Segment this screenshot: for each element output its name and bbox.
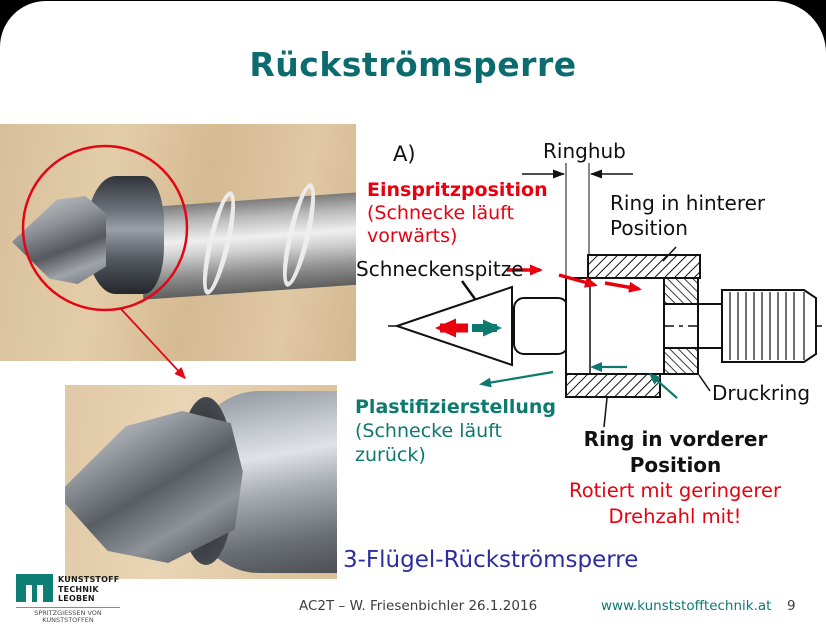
slide bbox=[0, 1, 826, 624]
screw-shaft bbox=[137, 192, 356, 299]
photo-screw-overview bbox=[0, 124, 356, 361]
logo-text: KUNSTSTOFF TECHNIK LEOBEN bbox=[58, 575, 120, 603]
footer-page-number: 9 bbox=[787, 598, 796, 614]
label-ring-rear-position: Ring in hinterer Position bbox=[610, 191, 766, 240]
label-druckring: Druckring bbox=[712, 381, 811, 405]
caption-valve-type: 3-Flügel-Rückströmsperre bbox=[343, 547, 639, 573]
label-ringhub: Ringhub bbox=[543, 139, 626, 163]
footer-credit: AC2T – W. Friesenbichler 26.1.2016 bbox=[299, 598, 538, 614]
photo-screw-tip-closeup bbox=[65, 385, 337, 579]
screw-tip bbox=[12, 196, 106, 284]
footer-website-link[interactable]: www.kunststofftechnik.at bbox=[601, 598, 772, 614]
kunststofftechnik-logo bbox=[16, 574, 124, 624]
label-ring-front-position: Ring in vorderer Position bbox=[583, 427, 768, 477]
flow-arrows-plasticizing bbox=[472, 328, 677, 398]
label-rotiert-note: Rotiert mit geringerer Drehzahl mit! bbox=[569, 479, 781, 528]
logo-divider bbox=[16, 607, 120, 608]
logo-m-icon bbox=[16, 574, 53, 602]
logo-subtitle: SPRITZGIESSEN VON KUNSTSTOFFEN bbox=[34, 608, 102, 624]
label-schneckenspitze: Schneckenspitze bbox=[356, 257, 524, 281]
label-einspritzposition: Einspritzposition (Schnecke läuft vorwärts) bbox=[367, 179, 548, 247]
page-title: Rückströmsperre bbox=[249, 45, 577, 84]
section-label-a: A) bbox=[393, 142, 416, 166]
label-plastifizierstellung: Plastifizierstellung (Schnecke läuft zurück) bbox=[355, 396, 557, 466]
